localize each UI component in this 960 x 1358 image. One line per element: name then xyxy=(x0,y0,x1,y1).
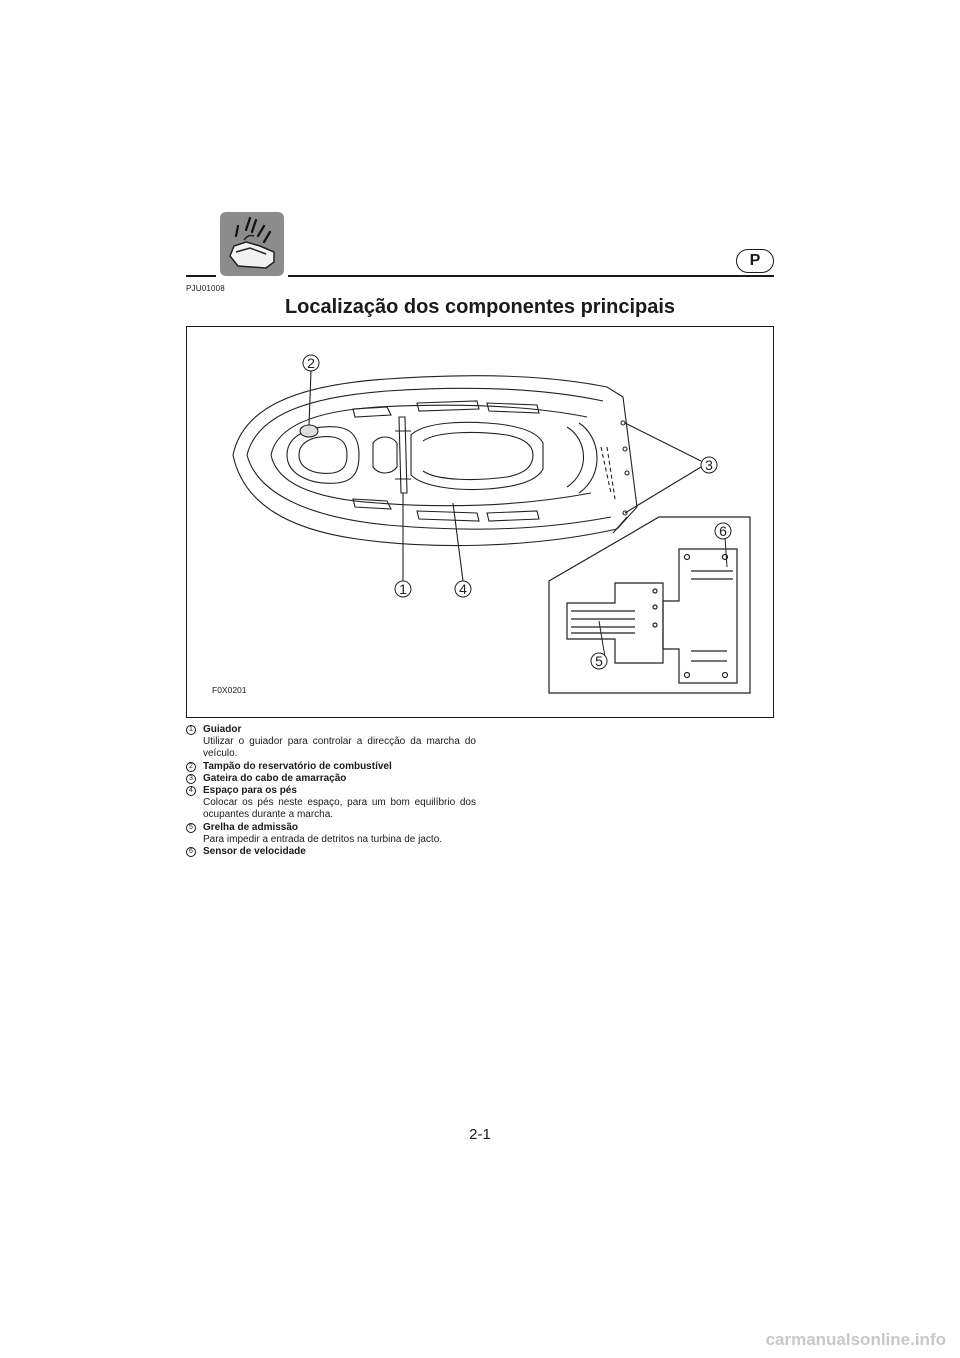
language-badge: P xyxy=(736,249,774,273)
svg-text:3: 3 xyxy=(705,457,713,473)
legend-item xyxy=(186,773,476,785)
legend-number: 4 xyxy=(186,786,196,796)
component-legend xyxy=(186,724,476,858)
figure-code: F0X0201 xyxy=(212,685,247,695)
header-rule xyxy=(288,275,774,277)
legend-number: 6 xyxy=(186,847,196,857)
legend-description: Colocar os pés neste espaço, para um bom equilíbrio dos ocupantes durante a marcha. xyxy=(203,797,476,821)
page-title: Localização dos componentes principais xyxy=(284,296,676,318)
callout-5 xyxy=(591,653,607,669)
svg-text:1: 1 xyxy=(399,581,407,597)
legend-term: Grelha de admissão xyxy=(203,821,299,833)
jet-ski-icon xyxy=(220,212,284,276)
watermark: carmanualsonline.info xyxy=(765,1330,946,1349)
legend-item xyxy=(186,822,476,846)
legend-description: Utilizar o guiador para controlar a direcção da marcha do veículo. xyxy=(203,736,476,760)
legend-term: Tampão do reservatório de combustível xyxy=(203,760,392,772)
callout-1 xyxy=(395,581,411,597)
legend-term: Espaço para os pés xyxy=(203,785,297,797)
component-diagram xyxy=(186,326,774,718)
callout-3 xyxy=(701,457,717,473)
legend-item xyxy=(186,785,476,822)
page-number: 2-1 xyxy=(469,1126,491,1143)
legend-term: Gateira do cabo de amarração xyxy=(203,772,347,784)
svg-text:6: 6 xyxy=(719,523,727,539)
watercraft-illustration xyxy=(187,327,775,719)
svg-text:2: 2 xyxy=(307,355,315,371)
callout-4 xyxy=(455,581,471,597)
legend-number: 1 xyxy=(186,725,196,735)
document-code: PJU01008 xyxy=(186,284,225,293)
legend-item xyxy=(186,724,476,761)
callout-6 xyxy=(715,523,731,539)
legend-term: Guiador xyxy=(203,724,242,735)
header-rule xyxy=(186,275,216,277)
legend-term: Sensor de velocidade xyxy=(203,846,306,858)
svg-text:5: 5 xyxy=(595,653,603,669)
legend-number: 2 xyxy=(186,762,196,772)
legend-item xyxy=(186,846,476,858)
legend-description: Para impedir a entrada de detritos na turbina de jacto. xyxy=(203,833,443,845)
svg-text:4: 4 xyxy=(459,581,467,597)
legend-item xyxy=(186,761,476,773)
legend-number: 5 xyxy=(186,823,196,833)
legend-number: 3 xyxy=(186,774,196,784)
callout-2 xyxy=(303,355,319,371)
